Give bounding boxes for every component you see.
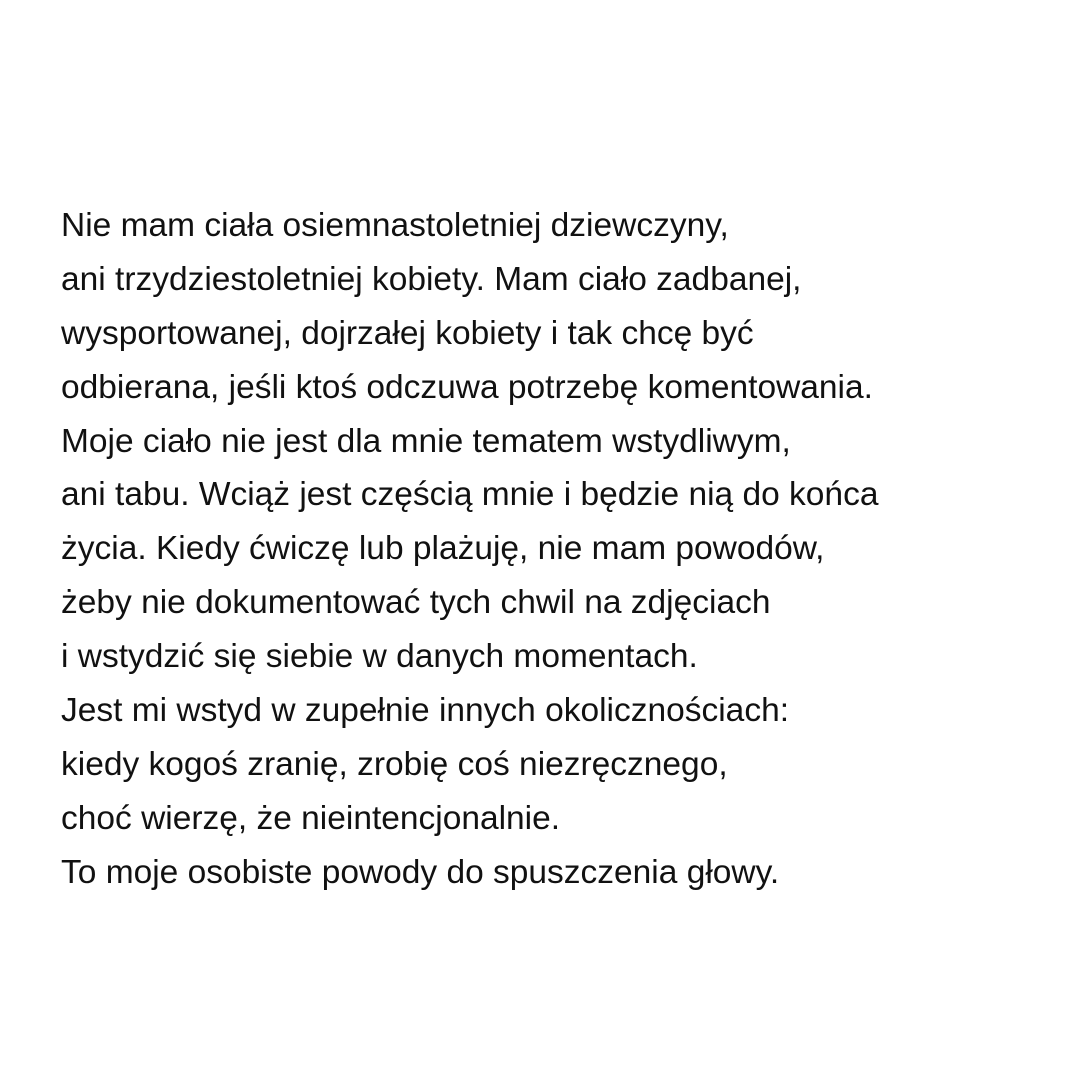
text-line: życia. Kiedy ćwiczę lub plażuję, nie mam powodów, — [61, 530, 825, 568]
text-line: choć wierzę, że nieintencjonalnie. — [61, 799, 561, 837]
quote-text-block — [61, 199, 1051, 900]
text-line: ani trzydziestoletniej kobiety. Mam ciało zadbanej, — [61, 260, 802, 298]
text-line: i wstydzić się siebie w danych momentach. — [61, 638, 698, 676]
text-line: żeby nie dokumentować tych chwil na zdjęciach — [61, 584, 771, 622]
text-line: Moje ciało nie jest dla mnie tematem wstydliwym, — [61, 422, 791, 460]
text-line: odbierana, jeśli ktoś odczuwa potrzebę komentowania. — [61, 368, 873, 406]
text-line: Nie mam ciała osiemnastoletniej dziewczyny, — [61, 207, 729, 244]
text-line: To moje osobiste powody do spuszczenia głowy. — [61, 853, 780, 891]
text-line: ani tabu. Wciąż jest częścią mnie i będzie nią do końca — [61, 476, 879, 514]
text-line: kiedy kogoś zranię, zrobię coś niezręcznego, — [61, 745, 728, 783]
text-line: wysportowanej, dojrzałej kobiety i tak chcę być — [61, 314, 754, 352]
text-line: Jest mi wstyd w zupełnie innych okolicznościach: — [61, 692, 790, 730]
